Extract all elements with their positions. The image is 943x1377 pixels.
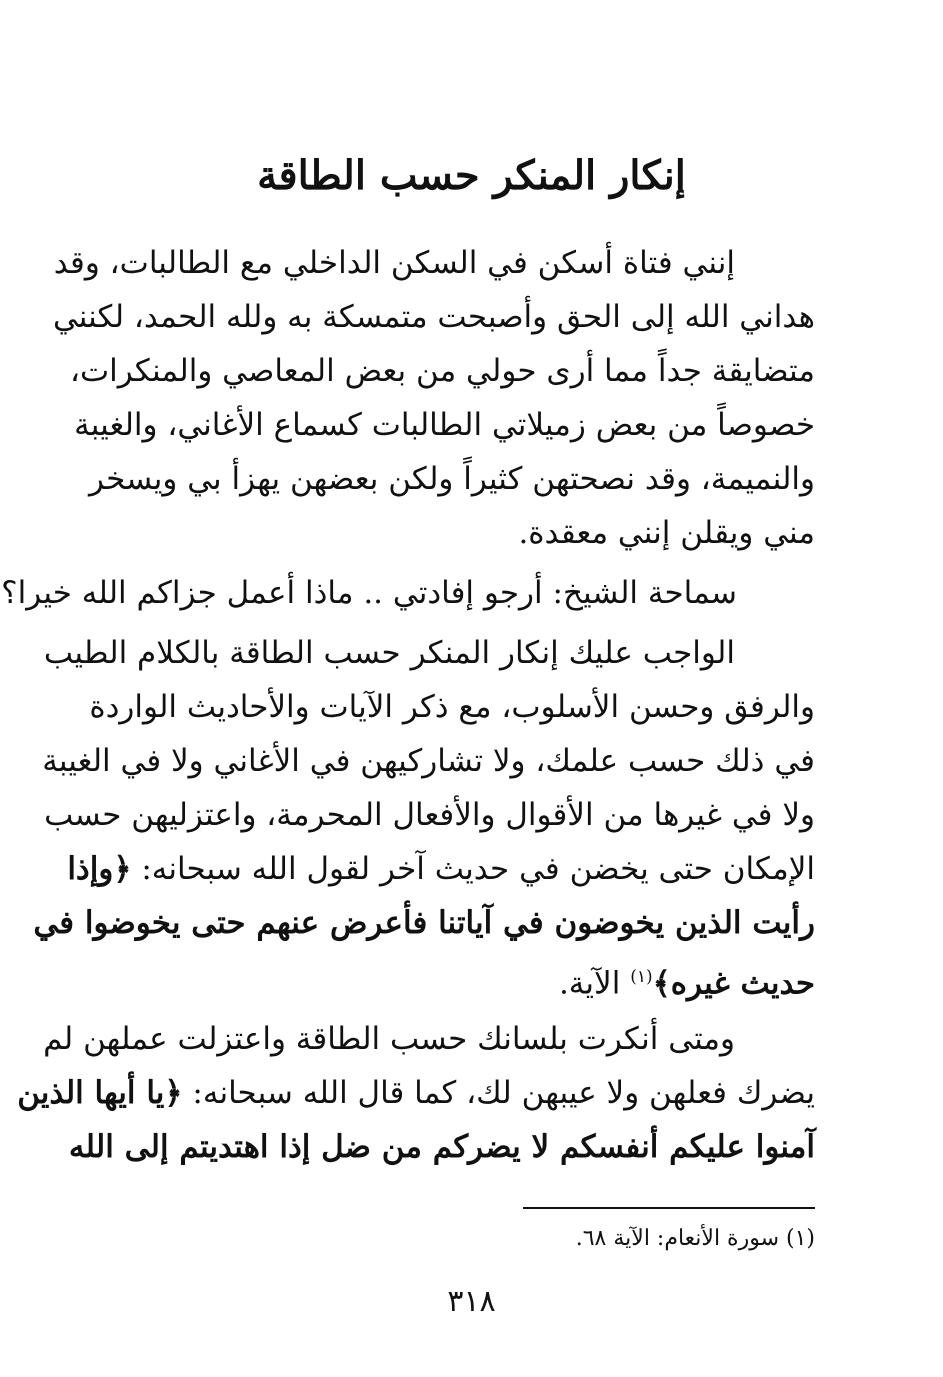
quran-quote-end: حديث غيره﴾ [652,965,815,1002]
answer-line-1: الواجب عليك إنكار المنكر حسب الطاقة بالكلام الطيب [43,635,735,671]
answer-line-7 [559,950,815,1010]
quran-quote-line: رأيت الذين يخوضون في آياتنا فأعرض عنهم حتى يخوضوا في [33,905,815,941]
question-line-6: مني ويقلن إنني معقدة. [518,515,815,551]
answer-line-3: في ذلك حسب علمك، ولا تشاركيهن في الأغاني ولا في الغيبة [42,743,815,779]
answer-p2-line-2-text: يضرك فعلهن ولا عيبهن لك، كما قال الله سبحانه: [182,1075,815,1111]
answer-line-2: والرفق وحسن الأسلوب، مع ذكر الآيات والأحاديث الواردة [89,689,815,725]
verse-label: الآية. [558,965,631,1002]
answer-line-5-text: الإمكان حتى يخضن في حديث آخر لقول الله سبحانه: [131,851,815,887]
answer-line-4: ولا في غيرها من الأقوال والأفعال المحرمة، واعتزليهن حسب [44,797,815,833]
page-title: إنكار المنكر حسب الطاقة [257,152,686,199]
page-number: ٣١٨ [447,1284,496,1319]
question-line-5: والنميمة، وقد نصحتهن كثيراً ولكن بعضهن يهزأ بي ويسخر [88,461,815,497]
answer-p2-line-2 [17,1066,815,1120]
footnote: (١) سورة الأنعام: الآية ٦٨. [575,1226,815,1251]
quran-quote-start: ﴿وإذا [67,851,132,887]
footnote-divider [523,1207,815,1209]
question-line-2: هداني الله إلى الحق وأصبحت متمسكة به ولله الحمد، لكنني [52,299,815,335]
footnote-ref: (١) [630,967,653,987]
quran-quote-2-line: آمنوا عليكم أنفسكم لا يضركم من ضل إذا اهتديتم إلى الله [68,1129,815,1165]
quran-quote-2-start: ﴿يا أيها الذين [17,1075,183,1111]
question-line-4: خصوصاً من بعض زميلاتي الطالبات كسماع الأغاني، والغيبة [74,407,815,443]
question-line-1: إنني فتاة أسكن في السكن الداخلي مع الطالبات، وقد [53,245,735,281]
answer-p2-line-1: ومتى أنكرت بلسانك حسب الطاقة واعتزلت عملهن لم [43,1021,735,1057]
request-line: سماحة الشيخ: أرجو إفادتي .. ماذا أعمل جزاكم الله خيرا؟ [1,575,737,611]
answer-line-5 [67,842,815,896]
question-line-3: متضايقة جداً مما أرى حولي من بعض المعاصي والمنكرات، [69,353,815,389]
